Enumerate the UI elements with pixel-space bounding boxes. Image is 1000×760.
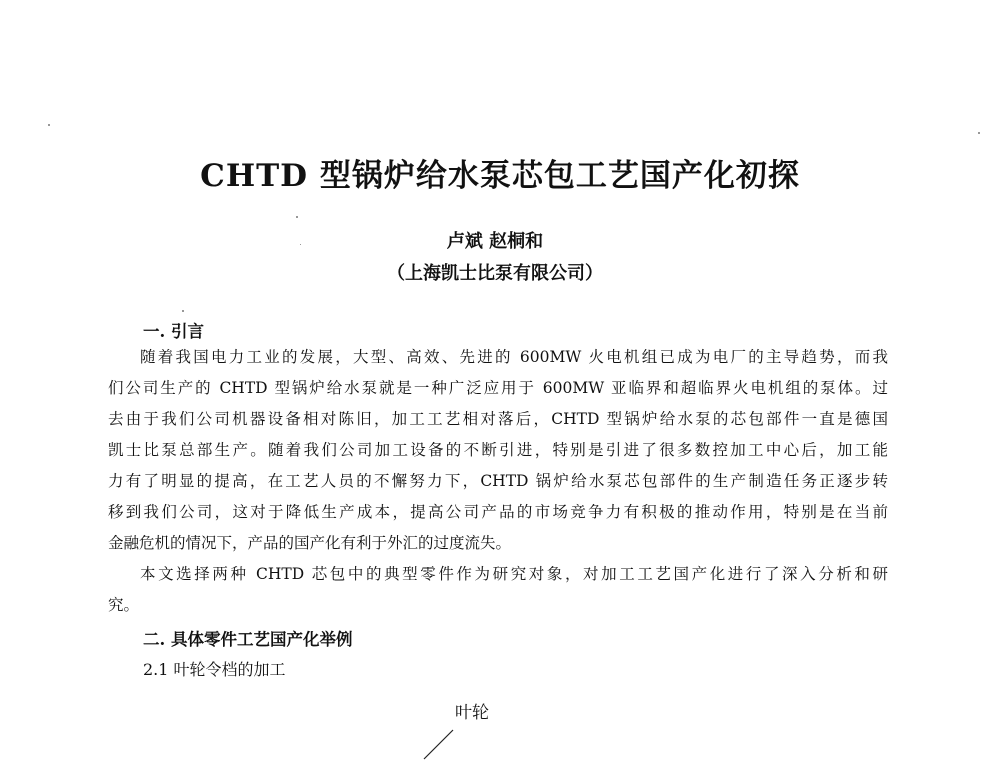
paragraph-line: 随着我国电力工业的发展，大型、高效、先进的 600MW 火电机组已成为电厂的主导趋势，而我 [140,348,888,366]
paragraph-line: 金融危机的情况下，产品的国产化有利于外汇的过度流失。 [108,534,512,552]
author-affiliation: （上海凯士比泵有限公司） [387,263,603,284]
author-names: 卢斌 赵桐和 [446,231,544,252]
section-heading-introduction: 一. 引言 [143,322,204,341]
scan-speck [182,310,184,312]
paragraph-line: 移到我们公司，这对于降低生产成本，提高公司产品的市场竞争力有积极的推动作用，特别是在当前 [108,503,888,521]
scan-speck [978,132,980,134]
scan-speck [48,124,50,126]
subsection-heading: 2.1 叶轮令档的加工 [143,660,286,679]
figure-callout-label: 叶轮 [455,703,489,723]
paragraph-line: 凯士比泵总部生产。随着我们公司加工设备的不断引进，特别是引进了很多数控加工中心后，加工能 [108,441,888,459]
figure-leader-line [420,728,460,760]
paragraph-line: 本文选择两种 CHTD 芯包中的典型零件作为研究对象，对加工工艺国产化进行了深入分析和研 [140,565,888,583]
section-heading-examples: 二. 具体零件工艺国产化举例 [143,630,353,649]
paper-title: CHTD 型锅炉给水泵芯包工艺国产化初探 [200,158,800,194]
scan-speck [296,216,298,218]
paragraph-line: 力有了明显的提高，在工艺人员的不懈努力下，CHTD 锅炉给水泵芯包部件的生产制造任务正逐步转 [108,472,888,490]
paragraph-line: 们公司生产的 CHTD 型锅炉给水泵就是一种广泛应用于 600MW 亚临界和超临界火电机组的泵体。过 [108,379,888,397]
paragraph-line: 去由于我们公司机器设备相对陈旧，加工工艺相对落后，CHTD 型锅炉给水泵的芯包部件一直是德国 [108,410,888,428]
paragraph-line: 究。 [108,596,140,614]
